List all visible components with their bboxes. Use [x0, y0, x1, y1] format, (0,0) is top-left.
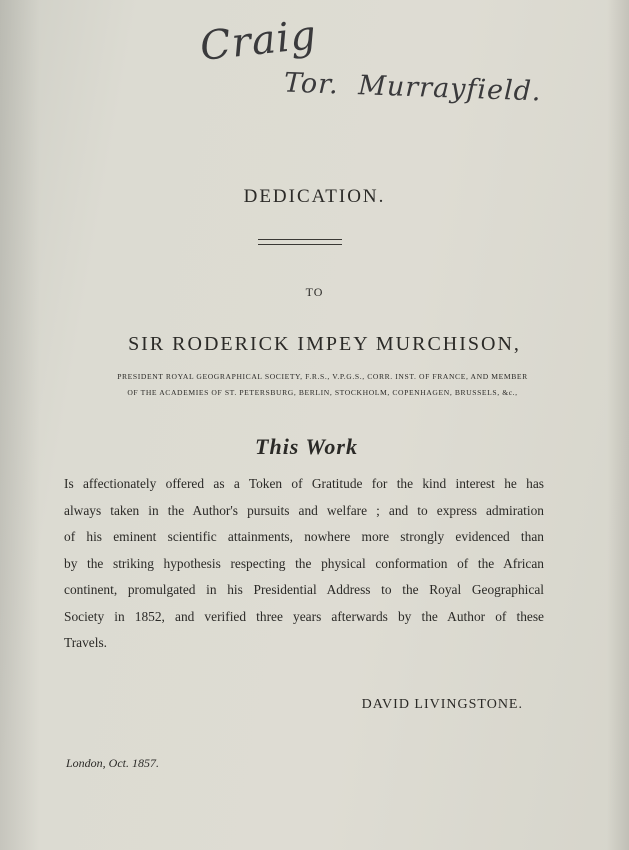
author-signature: DAVID LIVINGSTONE.: [361, 697, 523, 712]
body-line: continent, promulgated in his Presidential Address to the Royal Geographical: [64, 582, 544, 597]
credentials-line-2: OF THE ACADEMIES OF ST. PETERSBURG, BERLIN, STOCKHOLM, COPENHAGEN, BRUSSELS, &c.,: [127, 388, 518, 397]
gutter-shadow: [0, 0, 40, 850]
handwritten-address: Tor. Murrayfield.: [283, 67, 543, 108]
this-work-heading: This Work: [255, 434, 358, 459]
credentials-line-1: PRESIDENT ROYAL GEOGRAPHICAL SOCIETY, F.R.S., V.P.G.S., CORR. INST. OF FRANCE, AND MEMBER: [117, 372, 528, 381]
body-line: Travels.: [64, 635, 108, 650]
handwritten-name: Craig: [197, 12, 320, 70]
body-line: of his eminent scientific attainments, nowhere more strongly evidenced than: [64, 529, 544, 544]
place-and-date: London, Oct. 1857.: [66, 756, 159, 770]
body-line: Society in 1852, and verified three years afterwards by the Author of these: [64, 608, 544, 624]
body-line: always taken in the Author's pursuits and welfare ; and to express admiration: [64, 502, 544, 518]
dedicatee-name: SIR RODERICK IMPEY MURCHISON,: [128, 333, 521, 355]
page-edge-shadow: [607, 0, 629, 850]
to-label: TO: [305, 285, 324, 299]
dedication-title: DEDICATION.: [243, 186, 386, 207]
dedication-body: [64, 476, 544, 662]
double-rule-divider: [258, 239, 342, 245]
body-line: by the striking hypothesis respecting the physical conformation of the African: [64, 555, 544, 571]
body-line: Is affectionately offered as a Token of Gratitude for the kind interest he has: [64, 476, 544, 491]
